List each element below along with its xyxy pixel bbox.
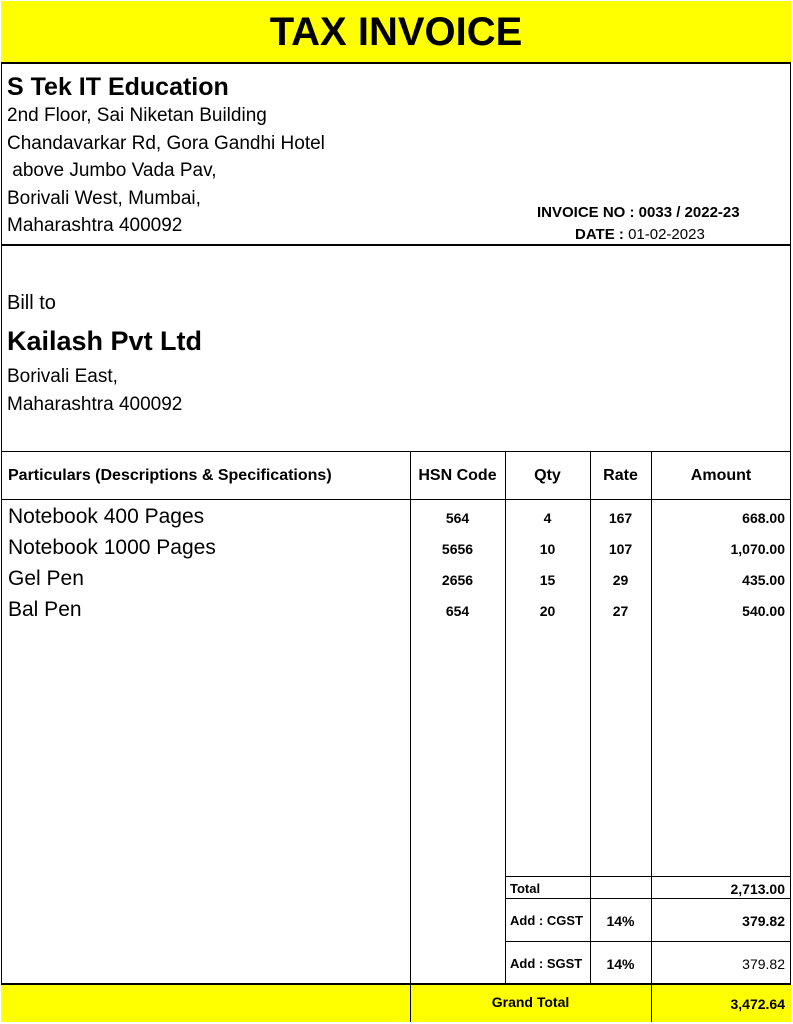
header-rate: Rate [603, 467, 638, 484]
column-divider [505, 451, 506, 983]
cgst-rate: 14% [606, 913, 635, 929]
row-qty: 4 [543, 510, 552, 526]
bill-to-block [7, 292, 56, 315]
row-description: Bal Pen [8, 598, 82, 621]
row-qty: 15 [539, 572, 556, 588]
invoice-date [575, 224, 705, 246]
cgst-value: 379.82 [742, 913, 785, 929]
total-value: 2,713.00 [730, 881, 785, 897]
sgst-rate: 14% [606, 956, 635, 972]
seller-address-line: Borivali West, Mumbai, [7, 187, 201, 209]
seller-address-line: Chandavarkar Rd, Gora Gandhi Hotel [7, 132, 325, 154]
seller-address-line: 2nd Floor, Sai Niketan Building [7, 105, 267, 126]
row-rate: 167 [608, 510, 633, 526]
row-description: Notebook 1000 Pages [8, 536, 216, 559]
invoice-title: TAX INVOICE [1, 1, 791, 64]
header-qty: Qty [534, 467, 561, 484]
sgst-label: Add : SGST [510, 956, 583, 971]
total-label: Total [510, 881, 541, 896]
column-divider [590, 451, 591, 983]
bill-to-address-line: Maharashtra 400092 [7, 394, 183, 415]
seller-block [7, 72, 325, 240]
row-amount: 1,070.00 [730, 541, 785, 557]
summary-divider [505, 898, 791, 899]
bill-to-name-wrap [7, 326, 202, 357]
sgst-value: 379.82 [742, 956, 785, 972]
row-rate: 27 [612, 603, 629, 619]
grand-total-bar [1, 983, 791, 1022]
seller-address-line: Maharashtra 400092 [7, 215, 183, 236]
column-divider [651, 451, 652, 1022]
row-hsn: 564 [445, 510, 470, 526]
grand-total-value: 3,472.64 [730, 996, 785, 1012]
row-qty: 10 [539, 541, 556, 557]
bill-to-address-line: Borivali East, [7, 366, 118, 387]
column-divider [410, 451, 411, 1022]
row-qty: 20 [539, 603, 556, 619]
divider [1, 244, 791, 246]
row-hsn: 5656 [441, 541, 474, 557]
seller-name: S Tek IT Education [7, 73, 229, 101]
bill-to-label: Bill to [7, 292, 56, 314]
row-rate: 107 [608, 541, 633, 557]
row-hsn: 2656 [441, 572, 474, 588]
header-amount: Amount [690, 467, 752, 484]
row-amount: 668.00 [742, 510, 785, 526]
table-header-border [1, 499, 791, 500]
row-description: Gel Pen [8, 567, 84, 590]
seller-address-line: above Jumbo Vada Pav, [7, 160, 217, 181]
grand-total-label: Grand Total [491, 994, 570, 1010]
summary-divider [505, 941, 791, 942]
row-rate: 29 [612, 572, 629, 588]
row-hsn: 654 [445, 603, 470, 619]
bill-to-address [7, 363, 182, 419]
row-amount: 435.00 [742, 572, 785, 588]
invoice-date-label: DATE : [575, 226, 629, 243]
header-hsn: HSN Code [418, 467, 497, 484]
header-particulars: Particulars (Descriptions & Specifications) [8, 467, 332, 484]
invoice-number: INVOICE NO : 0033 / 2022-23 [537, 204, 740, 221]
bill-to-name: Kailash Pvt Ltd [7, 326, 203, 356]
cgst-label: Add : CGST [510, 913, 583, 928]
invoice-date-value: 01-02-2023 [628, 226, 705, 243]
column-divider [651, 983, 652, 1022]
row-description: Notebook 400 Pages [8, 505, 205, 528]
summary-divider [505, 876, 791, 877]
row-amount: 540.00 [742, 603, 785, 619]
